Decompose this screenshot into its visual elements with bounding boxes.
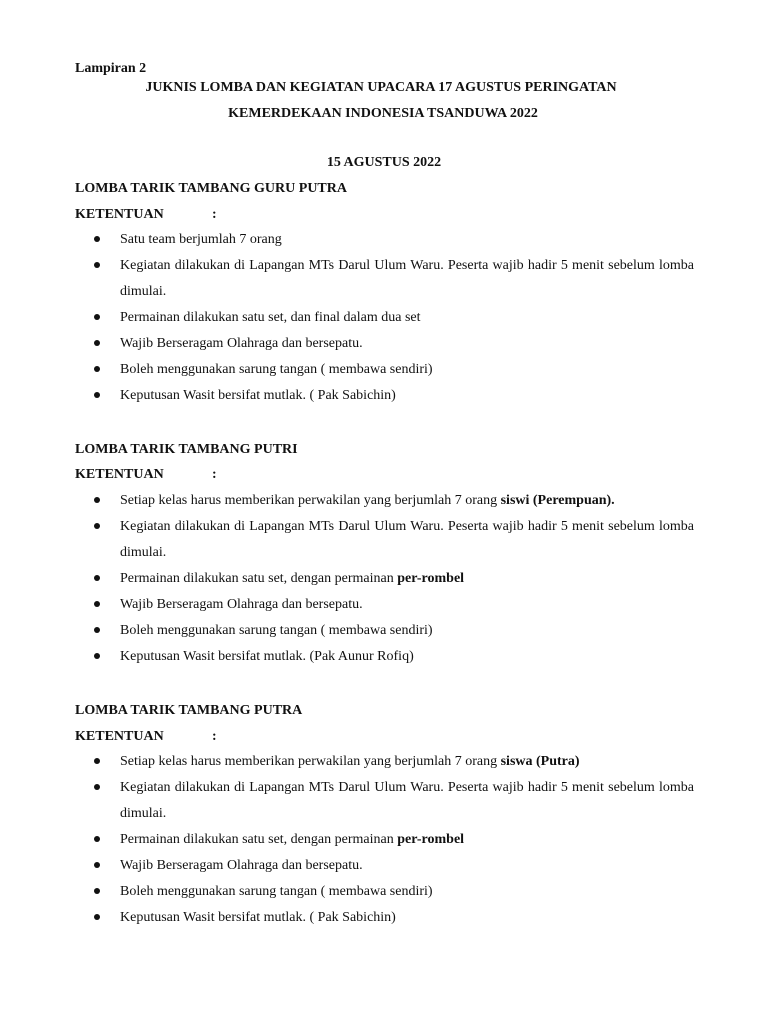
- list-item: [0, 488, 768, 514]
- list-item: [0, 514, 768, 566]
- ketentuan-text: KETENTUAN: [75, 467, 164, 482]
- list-item: [0, 879, 768, 905]
- bullet-icon: [94, 888, 100, 894]
- list-item: [0, 644, 768, 670]
- list-item: [0, 357, 768, 383]
- list-item-text: Wajib Berseragam Olahraga dan bersepatu.: [120, 858, 363, 873]
- bullet-icon: [94, 601, 100, 607]
- list-item: [0, 827, 768, 853]
- list-item-text: Permainan dilakukan satu set, dengan permainan: [120, 832, 398, 847]
- list-item-text: Keputusan Wasit bersifat mutlak. ( Pak Sabichin): [120, 910, 396, 925]
- list-item-text: Boleh menggunakan sarung tangan ( membawa sendiri): [120, 884, 433, 899]
- ketentuan-label: [75, 729, 217, 745]
- bullet-icon: [94, 262, 100, 268]
- list-item-text: Keputusan Wasit bersifat mutlak. (Pak Aunur Rofiq): [120, 649, 414, 664]
- rules-list: [0, 488, 768, 670]
- list-item-text: Kegiatan dilakukan di Lapangan MTs Darul Ulum Waru. Peserta wajib hadir 5 menit sebelum lomba dimulai.: [120, 780, 694, 821]
- bullet-icon: [94, 575, 100, 581]
- bullet-icon: [94, 392, 100, 398]
- list-item-text: Boleh menggunakan sarung tangan ( membawa sendiri): [120, 623, 433, 638]
- list-item-text: Kegiatan dilakukan di Lapangan MTs Darul Ulum Waru. Peserta wajib hadir 5 menit sebelum lomba dimulai.: [120, 519, 694, 560]
- list-item-text: Boleh menggunakan sarung tangan ( membawa sendiri): [120, 362, 433, 377]
- ketentuan-colon: :: [212, 207, 217, 222]
- list-item-text: Kegiatan dilakukan di Lapangan MTs Darul Ulum Waru. Peserta wajib hadir 5 menit sebelum lomba dimulai.: [120, 258, 694, 299]
- ketentuan-colon: :: [212, 467, 217, 482]
- bullet-icon: [94, 366, 100, 372]
- list-item-text: Wajib Berseragam Olahraga dan bersepatu.: [120, 597, 363, 612]
- list-item-text: Wajib Berseragam Olahraga dan bersepatu.: [120, 336, 363, 351]
- ketentuan-colon: :: [212, 729, 217, 744]
- list-item-emphasis: siswi (Perempuan).: [500, 493, 615, 508]
- list-item-emphasis: siswa (Putra): [500, 754, 580, 769]
- list-item: [0, 749, 768, 775]
- bullet-icon: [94, 758, 100, 764]
- rules-list: [0, 749, 768, 931]
- list-item-text: Setiap kelas harus memberikan perwakilan yang berjumlah 7 orang: [120, 754, 501, 769]
- list-item-text: Permainan dilakukan satu set, dengan permainan: [120, 571, 398, 586]
- bullet-icon: [94, 862, 100, 868]
- section-heading: LOMBA TARIK TAMBANG GURU PUTRA: [75, 181, 347, 196]
- ketentuan-text: KETENTUAN: [75, 729, 164, 744]
- bullet-icon: [94, 784, 100, 790]
- ketentuan-label: [75, 467, 217, 483]
- list-item: [0, 853, 768, 879]
- ketentuan-text: KETENTUAN: [75, 207, 164, 222]
- rules-list: [0, 227, 768, 409]
- list-item: [0, 905, 768, 931]
- bullet-icon: [94, 836, 100, 842]
- list-item-text: Keputusan Wasit bersifat mutlak. ( Pak Sabichin): [120, 388, 396, 403]
- list-item: [0, 331, 768, 357]
- section-heading: LOMBA TARIK TAMBANG PUTRA: [75, 703, 303, 718]
- document-title-line-1: JUKNIS LOMBA DAN KEGIATAN UPACARA 17 AGUSTUS PERINGATAN: [145, 80, 617, 95]
- bullet-icon: [94, 314, 100, 320]
- list-item: [0, 253, 768, 305]
- list-item-text: Satu team berjumlah 7 orang: [120, 232, 282, 247]
- list-item: [0, 566, 768, 592]
- list-item-text: Permainan dilakukan satu set, dan final dalam dua set: [120, 310, 421, 325]
- list-item-emphasis: per-rombel: [397, 832, 465, 847]
- bullet-icon: [94, 497, 100, 503]
- ketentuan-label: [75, 207, 217, 223]
- list-item: [0, 775, 768, 827]
- list-item: [0, 227, 768, 253]
- bullet-icon: [94, 236, 100, 242]
- list-item-text: Setiap kelas harus memberikan perwakilan yang berjumlah 7 orang: [120, 493, 501, 508]
- section-heading: LOMBA TARIK TAMBANG PUTRI: [75, 442, 298, 457]
- bullet-icon: [94, 340, 100, 346]
- attachment-label: Lampiran 2: [75, 61, 147, 76]
- list-item: [0, 618, 768, 644]
- document-date: 15 AGUSTUS 2022: [326, 155, 442, 170]
- list-item-emphasis: per-rombel: [397, 571, 465, 586]
- bullet-icon: [94, 627, 100, 633]
- bullet-icon: [94, 914, 100, 920]
- list-item: [0, 592, 768, 618]
- bullet-icon: [94, 653, 100, 659]
- list-item: [0, 383, 768, 409]
- list-item: [0, 305, 768, 331]
- bullet-icon: [94, 523, 100, 529]
- document-title-line-2: KEMERDEKAAN INDONESIA TSANDUWA 2022: [228, 106, 538, 121]
